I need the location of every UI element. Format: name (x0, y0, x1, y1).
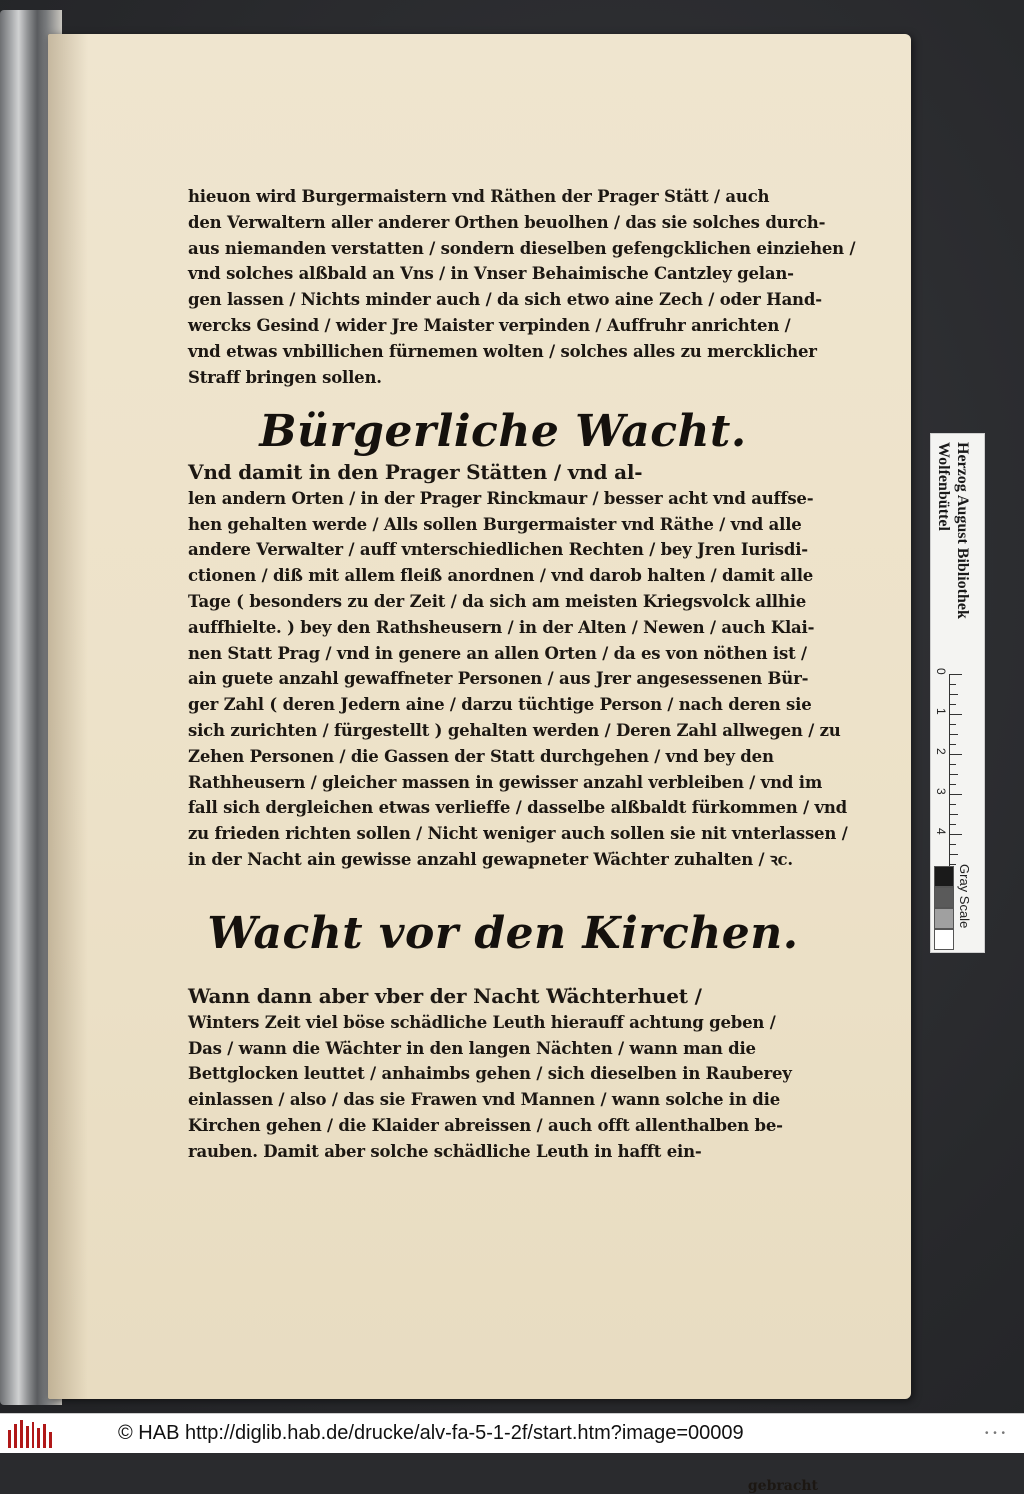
ruler-tick (950, 724, 956, 725)
footer-dots: • • • (984, 1428, 1006, 1439)
text-line: Kirchen gehen / die Klaider abreissen / auch offt allenthalben be- (188, 1115, 783, 1135)
ruler-tick (950, 784, 956, 785)
ruler-tick (950, 854, 958, 855)
text-line: Wann dann aber vber der Nacht Wächterhuet / (188, 984, 702, 1008)
text-line: hen gehalten werde / Alls sollen Burgermaister vnd Räthe / vnd alle (188, 514, 802, 534)
text-line: Das / wann die Wächter in den langen Nächten / wann man die (188, 1038, 756, 1058)
hab-logo-icon (8, 1420, 52, 1448)
text-line: vnd etwas vnbillichen fürnemen wolten / solches alles zu mercklicher (188, 341, 817, 361)
text-line: in der Nacht ain gewisse anzahl gewapneter Wächter zuhalten / ꝛc. (188, 849, 793, 869)
ruler-tick (950, 704, 956, 705)
text-line: Bettglocken leuttet / anhaimbs gehen / sich dieselben in Rauberey (188, 1064, 792, 1084)
text-line: Rathheusern / gleicher massen in gewisser anzahl verbleiben / vnd im (188, 772, 823, 792)
text-line: rauben. Damit aber solche schädliche Leuth in hafft ein- (188, 1141, 702, 1161)
text-line: Straff bringen sollen. (188, 367, 382, 387)
text-line: andere Verwalter / auff vnterschiedlichen Rechten / bey Jren Iurisdi- (188, 540, 808, 560)
library-name: Herzog August Bibliothek (954, 442, 971, 619)
ruler-number: 3 (934, 788, 948, 795)
copyright-url[interactable]: © HAB http://diglib.hab.de/drucke/alv-fa-5-1-2f/start.htm?image=00009 (118, 1422, 744, 1444)
section-heading-wacht-vor-den-kirchen: Wacht vor den Kirchen. (207, 908, 799, 959)
ruler-number: 4 (934, 828, 948, 835)
text-line: aus niemanden verstatten / sondern dieselben gefengcklichen einziehen / (188, 238, 856, 258)
ruler-tick (950, 814, 958, 815)
ruler-tick (950, 764, 956, 765)
catchword: gebracht (747, 1478, 818, 1494)
ruler (934, 668, 969, 874)
gray-swatch-dark (934, 887, 954, 908)
text-line: zu frieden richten sollen / Nicht weniger auch sollen sie nit vnterlassen / (188, 824, 848, 844)
ruler-tick (950, 674, 962, 675)
section-heading-buergerliche-wacht: Bürgerliche Wacht. (259, 406, 747, 457)
gray-swatch-black (934, 866, 954, 887)
text-line: len andern Orten / in der Prager Rinckmaur / besser acht vnd auffse- (188, 488, 814, 508)
paragraph-3 (188, 984, 818, 1165)
text-line: nen Statt Prag / vnd in genere an allen Orten / da es von nöthen ist / (188, 643, 807, 663)
ruler-number: 2 (934, 748, 948, 755)
ruler-tick (950, 684, 956, 685)
text-line: Tage ( besonders zu der Zeit / da sich am meisten Kriegsvolck allhie (188, 591, 807, 611)
text-line: auffhielte. ) bey den Rathsheusern / in der Alten / Newen / auch Klai- (188, 617, 815, 637)
ruler-number: 1 (934, 708, 948, 715)
ruler-tick (950, 824, 956, 825)
color-scale-bar (930, 433, 985, 953)
text-line: wercks Gesind / wider Jre Maister verpinden / Auffruhr anrichten / (188, 315, 791, 335)
gray-swatches (934, 866, 954, 950)
ruler-tick (950, 744, 956, 745)
ruler-tick (950, 844, 956, 845)
text-line: hieuon wird Burgermaistern vnd Räthen der Prager Stätt / auch (188, 187, 770, 206)
text-line: Vnd damit in den Prager Stätten / vnd al- (188, 460, 643, 484)
ruler-tick (950, 834, 962, 835)
library-city: Wolfenbüttel (935, 442, 952, 531)
text-line: fall sich dergleichen etwas verlieffe / dasselbe alßbaldt fürkommen / vnd (188, 798, 847, 818)
text-line: gen lassen / Nichts minder auch / da sich etwo aine Zech / oder Hand- (188, 290, 822, 310)
text-line: Zehen Personen / die Gassen der Statt durchgehen / vnd bey den (188, 746, 774, 766)
scale-title (931, 434, 986, 684)
text-line: Winters Zeit viel böse schädliche Leuth hierauff achtung geben / (188, 1012, 776, 1032)
text-line: ain guete anzahl gewaffneter Personen / aus Jrer angesessenen Bür- (188, 669, 809, 689)
gray-swatch-light (934, 908, 954, 929)
text-line: vnd solches alßbald an Vns / in Vnser Behaimische Cantzley gelan- (188, 264, 794, 284)
ruler-tick (950, 734, 958, 735)
ruler-tick (950, 714, 962, 715)
text-line: einlassen / also / das sie Frawen vnd Mannen / wann solche in die (188, 1090, 781, 1110)
ruler-tick (950, 754, 962, 755)
ruler-tick (950, 694, 958, 695)
ruler-tick (950, 774, 958, 775)
paragraph-1 (188, 184, 856, 390)
viewer-footer (0, 1413, 1024, 1453)
ruler-tick (950, 804, 956, 805)
ruler-tick (950, 864, 956, 865)
ruler-tick (950, 794, 962, 795)
text-line: den Verwaltern aller anderer Orthen beuolhen / das sie solches durch- (188, 212, 826, 232)
text-line: ctionen / diß mit allem fleiß anordnen / vnd darob halten / damit alle (188, 566, 814, 586)
text-line: ger Zahl ( deren Jedern aine / darzu tüchtige Person / nach deren sie (188, 695, 812, 715)
ruler-number: 0 (934, 668, 948, 675)
paragraph-2 (188, 460, 848, 873)
text-line: sich zurichten / fürgestellt ) gehalten werden / Deren Zahl allwegen / zu (188, 720, 841, 740)
gray-swatch-white (934, 929, 954, 950)
gray-scale-label: Gray Scale (957, 864, 972, 929)
